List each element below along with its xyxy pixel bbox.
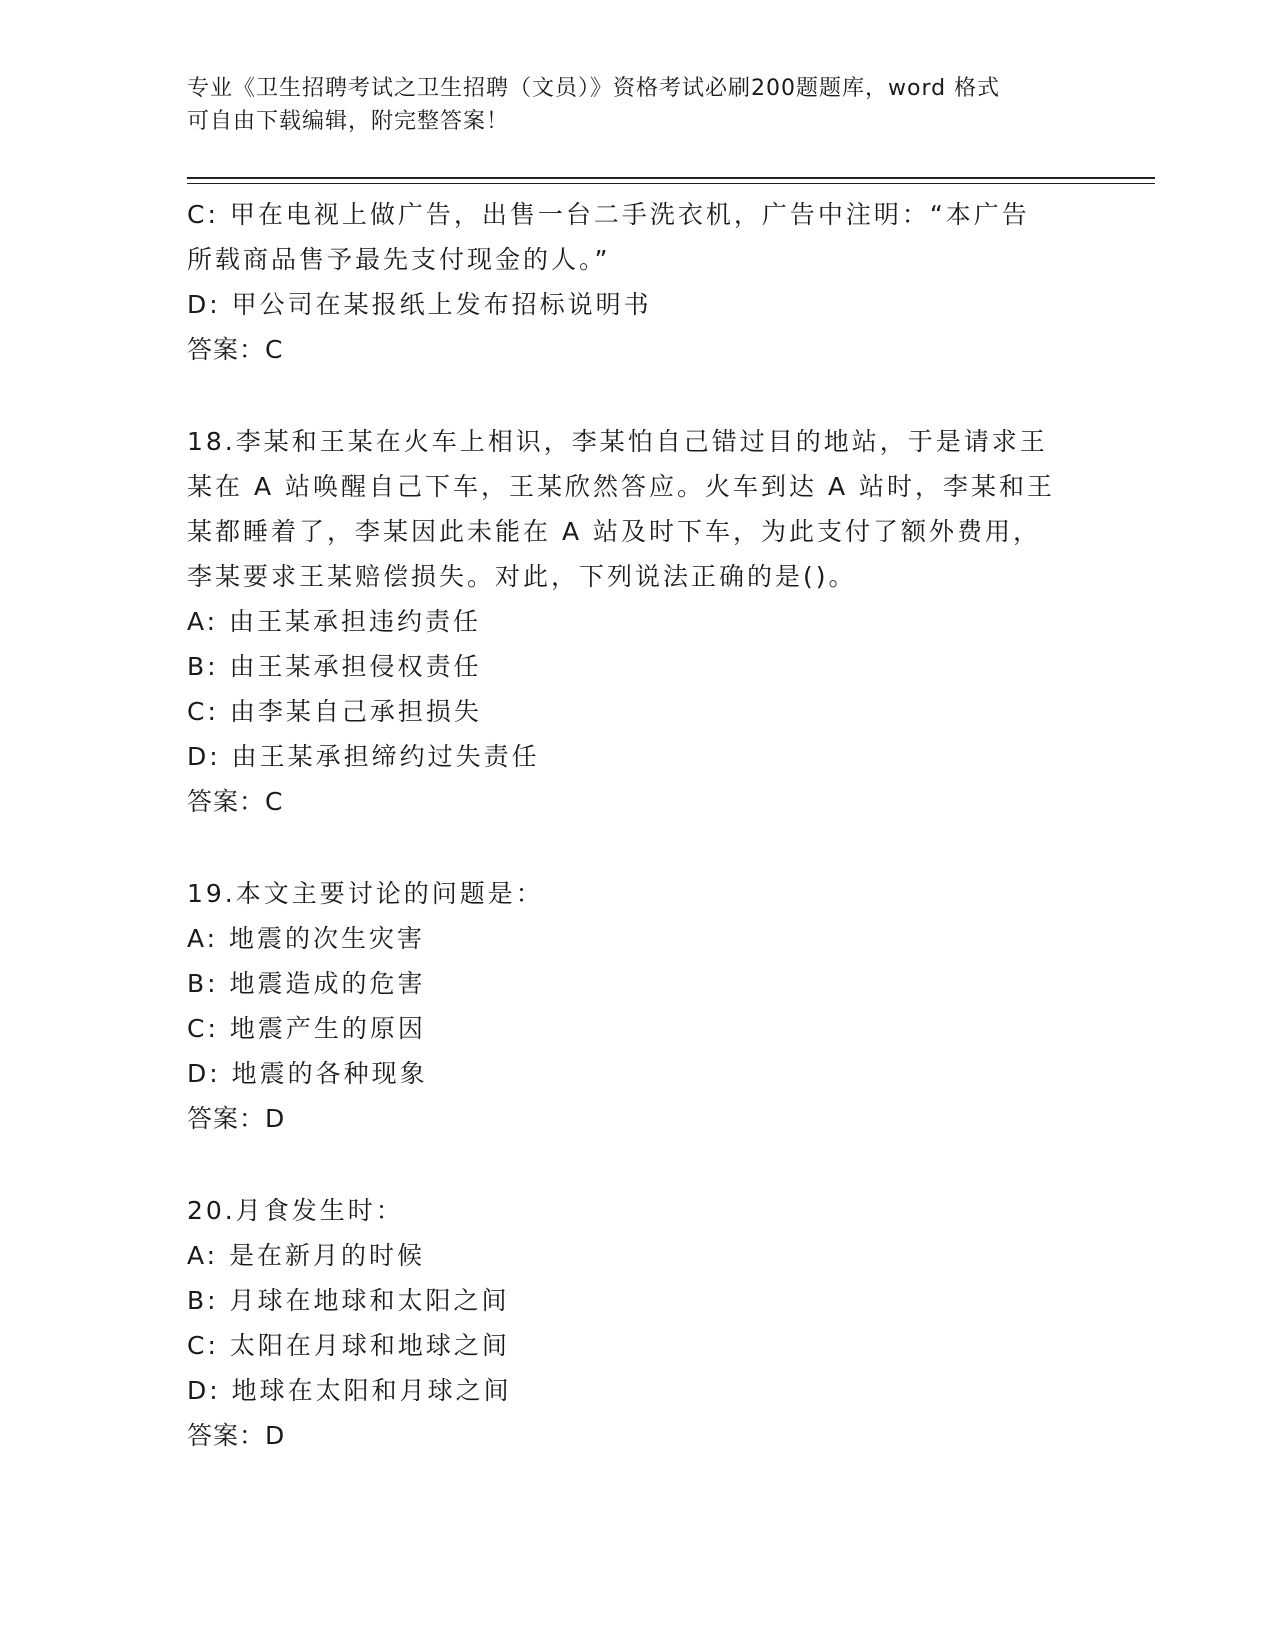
option-d: D: 由王某承担缔约过失责任 bbox=[187, 742, 540, 771]
answer-label: 答案：C bbox=[187, 787, 284, 816]
header-title-line-2: 可自由下载编辑，附完整答案！ bbox=[187, 109, 510, 134]
prev-question-block bbox=[187, 192, 1087, 372]
question-stem-line: 某在 A 站唤醒自己下车，王某欣然答应。火车到达 A 站时，李某和王 bbox=[187, 472, 1055, 501]
option-c: C: 太阳在月球和地球之间 bbox=[187, 1331, 510, 1360]
question-stem-line: 李某要求王某赔偿损失。对此，下列说法正确的是()。 bbox=[187, 562, 857, 591]
header-divider-thin bbox=[187, 183, 1155, 184]
header-title-line-1: 专业《卫生招聘考试之卫生招聘（文员）》资格考试必刷200题题库，word 格式 bbox=[187, 76, 1001, 101]
question-20 bbox=[187, 1188, 1087, 1458]
option-a: A: 是在新月的时候 bbox=[187, 1241, 426, 1270]
answer-label: 答案：D bbox=[187, 1421, 286, 1450]
option-c: C: 地震产生的原因 bbox=[187, 1014, 426, 1043]
document-header bbox=[187, 72, 1087, 138]
header-divider-thick bbox=[187, 177, 1155, 179]
option-b: B: 地震造成的危害 bbox=[187, 969, 426, 998]
question-stem-line: 某都睡着了，李某因此未能在 A 站及时下车，为此支付了额外费用， bbox=[187, 517, 1041, 546]
question-stem-line: 19.本文主要讨论的问题是： bbox=[187, 879, 544, 908]
question-19 bbox=[187, 871, 1087, 1141]
option-b: B: 由王某承担侵权责任 bbox=[187, 652, 482, 681]
question-list bbox=[187, 192, 1087, 1458]
option-a: A: 由王某承担违约责任 bbox=[187, 607, 482, 636]
answer-label: 答案：C bbox=[187, 335, 284, 364]
option-d: D: 地震的各种现象 bbox=[187, 1059, 428, 1088]
option-d: D: 地球在太阳和月球之间 bbox=[187, 1376, 512, 1405]
answer-label: 答案：D bbox=[187, 1104, 286, 1133]
option-c-continued: 所载商品售予最先支付现金的人。” bbox=[187, 245, 611, 274]
option-b: B: 月球在地球和太阳之间 bbox=[187, 1286, 510, 1315]
question-stem-line: 18.李某和王某在火车上相识，李某怕自己错过目的地站，于是请求王 bbox=[187, 427, 1048, 456]
option-c: C: 甲在电视上做广告，出售一台二手洗衣机，广告中注明：“本广告 bbox=[187, 200, 1030, 229]
option-a: A: 地震的次生灾害 bbox=[187, 924, 426, 953]
question-stem-line: 20.月食发生时： bbox=[187, 1196, 404, 1225]
option-c: C: 由李某自己承担损失 bbox=[187, 697, 482, 726]
option-d: D: 甲公司在某报纸上发布招标说明书 bbox=[187, 290, 652, 319]
question-18 bbox=[187, 419, 1087, 824]
